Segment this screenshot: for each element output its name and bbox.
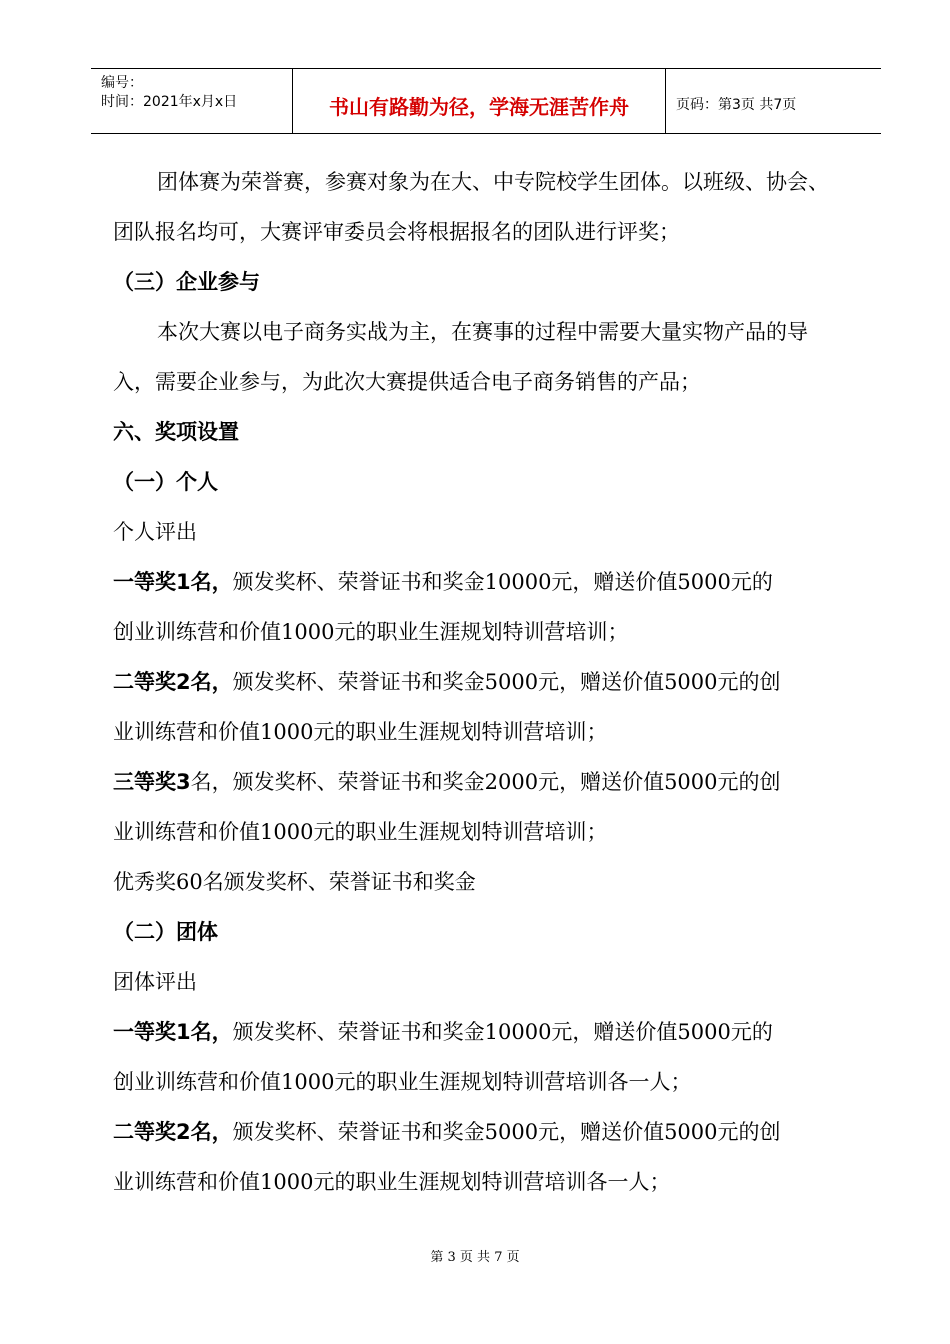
page-footer: 第 3 页 共 7 页 (430, 1250, 520, 1265)
paragraph-line: 业训练营和价值1000元的职业生涯规划特训营培训； (113, 820, 608, 844)
award-line (113, 757, 873, 807)
time-label: 时间：2021年x月x日 (101, 94, 238, 110)
section-heading-individual: （一）个人 (113, 470, 218, 494)
header-motto: 书山有路勤为径，学海无涯苦作舟 (329, 95, 629, 119)
award-line (113, 1007, 873, 1057)
header-motto-cell (293, 69, 666, 133)
number-label: 编号： (101, 75, 143, 91)
award-text: 颁发奖杯、荣誉证书和奖金10000元，赠送价值5000元的 (232, 570, 773, 594)
header-meta-cell (91, 69, 293, 133)
section-heading-awards: 六、奖项设置 (113, 420, 239, 444)
paragraph-line: 创业训练营和价值1000元的职业生涯规划特训营培训各一人； (113, 1070, 692, 1094)
award-title: 一等奖1名， (113, 1020, 233, 1044)
document-body (113, 157, 873, 1207)
award-title: 三等奖3 (113, 770, 191, 794)
header-page-cell (666, 69, 881, 133)
header-page-label: 页码：第3页 共7页 (676, 97, 797, 113)
paragraph-line: 团体赛为荣誉赛，参赛对象为在大、中专院校学生团体。以班级、协会、 (157, 170, 829, 194)
paragraph-line: 本次大赛以电子商务实战为主，在赛事的过程中需要大量实物产品的导 (157, 320, 808, 344)
award-text: 颁发奖杯、荣誉证书和奖金5000元，赠送价值5000元的创 (232, 670, 781, 694)
award-line (113, 557, 873, 607)
paragraph-line: 创业训练营和价值1000元的职业生涯规划特训营培训； (113, 620, 629, 644)
paragraph-line: 团队报名均可，大赛评审委员会将根据报名的团队进行评奖； (113, 220, 680, 244)
paragraph-line: 业训练营和价值1000元的职业生涯规划特训营培训； (113, 720, 608, 744)
award-title: 二等奖2名， (113, 1120, 233, 1144)
paragraph-line: 入，需要企业参与，为此次大赛提供适合电子商务销售的产品； (113, 370, 701, 394)
award-title: 二等奖2名， (113, 670, 233, 694)
paragraph-line: 优秀奖60名颁发奖杯、荣誉证书和奖金 (113, 870, 476, 894)
award-line (113, 657, 873, 707)
page-header (91, 68, 881, 134)
award-text: 颁发奖杯、荣誉证书和奖金10000元，赠送价值5000元的 (232, 1020, 773, 1044)
award-title: 一等奖1名， (113, 570, 233, 594)
paragraph-line: 业训练营和价值1000元的职业生涯规划特训营培训各一人； (113, 1170, 671, 1194)
award-text: 颁发奖杯、荣誉证书和奖金5000元，赠送价值5000元的创 (232, 1120, 781, 1144)
award-line (113, 1107, 873, 1157)
paragraph-line: 个人评出 (113, 520, 197, 544)
section-heading-team: （二）团体 (113, 920, 218, 944)
section-heading-enterprise: （三）企业参与 (113, 270, 260, 294)
paragraph-line: 团体评出 (113, 970, 197, 994)
award-text: 名，颁发奖杯、荣誉证书和奖金2000元，赠送价值5000元的创 (190, 770, 781, 794)
